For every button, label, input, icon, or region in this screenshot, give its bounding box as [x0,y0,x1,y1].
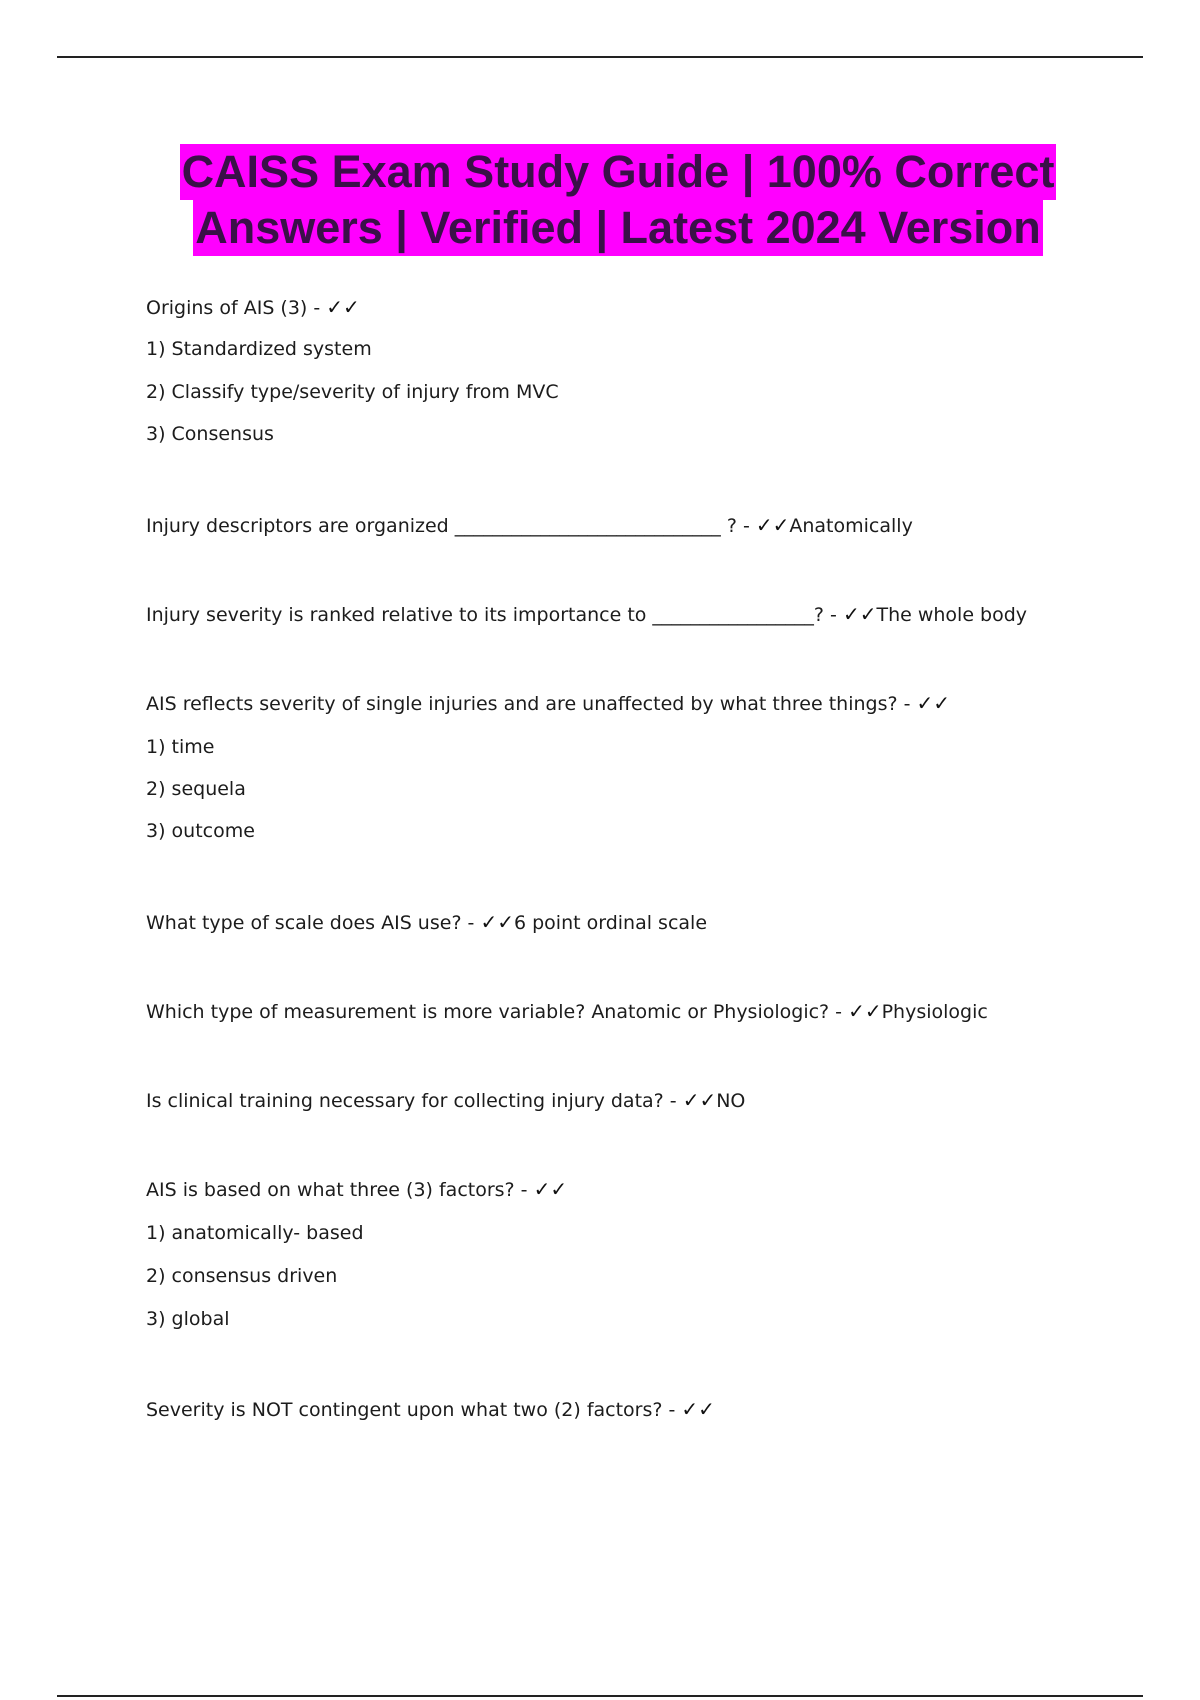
answer-text: Physiologic [881,1001,988,1023]
double-check-icon: ✓✓ [533,1177,568,1201]
double-check-icon: ✓✓ [842,602,877,626]
list-item: 2) consensus driven [146,1265,338,1287]
list-item: 3) Consensus [146,423,274,445]
question-line: AIS reflects severity of single injuries and are unaffected by what three things? - ✓✓ [146,691,951,715]
answer-text: Anatomically [789,515,913,537]
list-item: 3) global [146,1308,230,1330]
question-line: What type of scale does AIS use? - ✓✓6 point ordinal scale [146,910,708,934]
double-check-icon: ✓✓ [326,295,360,319]
list-item: 1) Standardized system [146,338,372,360]
question-line: Injury descriptors are organized ____________________________ ? - ✓✓Anatomically [146,513,913,537]
question-line: AIS is based on what three (3) factors? - ✓✓ [146,1177,568,1201]
double-check-icon: ✓✓ [848,999,882,1023]
double-check-icon: ✓✓ [682,1088,717,1112]
question-line: Injury severity is ranked relative to its importance to _________________? - ✓✓The whole body [146,602,1028,626]
header-rule [57,56,1143,58]
list-item: 2) Classify type/severity of injury from MVC [146,381,559,403]
list-item: 1) time [146,736,215,758]
title-line-1: CAISS Exam Study Guide | 100% Correct [180,144,1057,200]
question-line: Is clinical training necessary for collecting injury data? - ✓✓NO [146,1088,746,1112]
double-check-icon: ✓✓ [916,691,951,715]
answer-text: The whole body [876,604,1028,626]
list-item: 2) sequela [146,778,246,800]
answer-text: 6 point ordinal scale [513,912,708,934]
double-check-icon: ✓✓ [755,513,790,537]
question-line: Origins of AIS (3) - ✓✓ [146,295,360,319]
list-item: 3) outcome [146,820,255,842]
list-item: 1) anatomically- based [146,1222,364,1244]
document-title [143,144,1093,256]
question-line: Which type of measurement is more variable? Anatomic or Physiologic? - ✓✓Physiologic [146,999,988,1023]
double-check-icon: ✓✓ [480,910,514,934]
question-line: Severity is NOT contingent upon what two (2) factors? - ✓✓ [146,1397,715,1421]
answer-text: NO [716,1090,746,1112]
footer-rule [57,1695,1143,1697]
double-check-icon: ✓✓ [681,1397,715,1421]
title-line-2: Answers | Verified | Latest 2024 Version [193,200,1043,256]
